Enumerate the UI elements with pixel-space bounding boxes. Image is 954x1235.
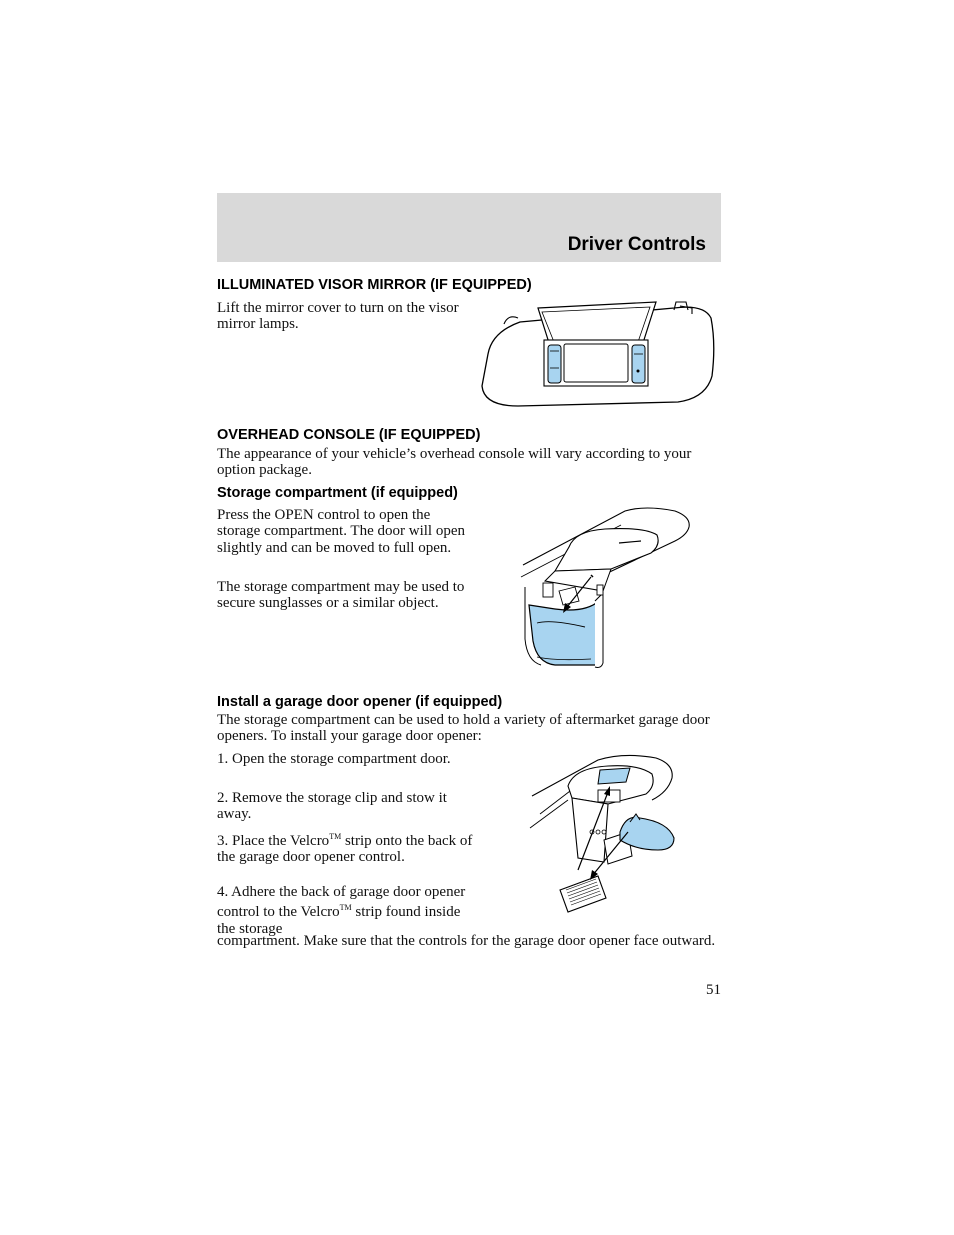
- visor-mirror-illustration: [478, 296, 718, 410]
- garage-opener-illustration: [528, 752, 680, 914]
- trademark-mark: TM: [329, 832, 342, 841]
- section-header-band: [217, 193, 721, 262]
- garage-opener-intro: The storage compartment can be used to hold a variety of aftermarket garage door openers. To install your garage door opener:: [217, 712, 710, 745]
- garage-step-4: 4. Adhere the back of garage door opener control to the Velcro™ strip found inside the storage: [217, 884, 466, 937]
- page-number: 51: [706, 982, 721, 998]
- overhead-console-text: The appearance of your vehicle’s overhead console will vary according to your option package.: [217, 446, 692, 479]
- storage-compartment-illustration: [515, 505, 695, 673]
- trademark-mark: TM: [339, 903, 352, 913]
- garage-step-1: 1. Open the storage compartment door.: [217, 751, 451, 767]
- storage-compartment-para-1: Press the OPEN control to open the storage compartment. The door will open slightly and can be moved to full open.: [217, 507, 465, 556]
- garage-step-4-continued: compartment. Make sure that the controls for the garage door opener face outward.: [217, 933, 716, 949]
- visor-mirror-text: Lift the mirror cover to turn on the visor mirror lamps.: [217, 300, 459, 333]
- overhead-console-heading: OVERHEAD CONSOLE (IF EQUIPPED): [217, 427, 481, 443]
- garage-step-2: 2. Remove the storage clip and stow it away.: [217, 790, 447, 823]
- section-title: Driver Controls: [567, 234, 706, 255]
- visor-mirror-heading: ILLUMINATED VISOR MIRROR (IF EQUIPPED): [217, 277, 532, 293]
- garage-opener-heading: Install a garage door opener (if equipped): [217, 694, 503, 710]
- garage-step-3: 3. Place the Velcro™ strip onto the back of the garage door opener control.: [217, 832, 473, 866]
- storage-compartment-para-2: The storage compartment may be used to secure sunglasses or a similar object.: [217, 579, 465, 612]
- storage-compartment-heading: Storage compartment (if equipped): [217, 485, 458, 501]
